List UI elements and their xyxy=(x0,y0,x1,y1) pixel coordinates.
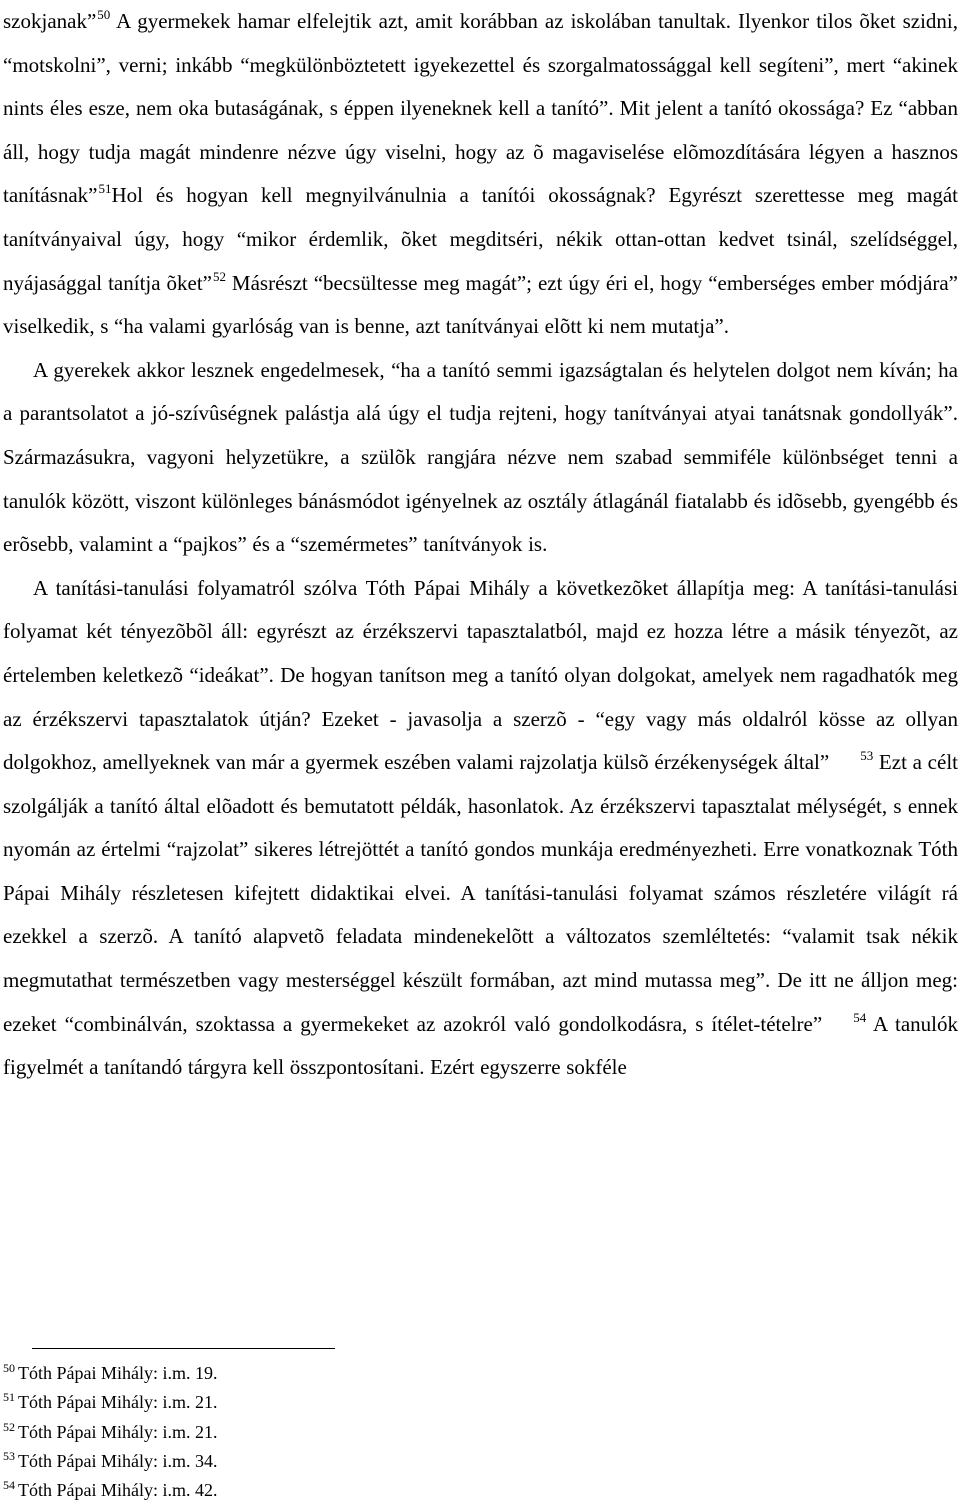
paragraph xyxy=(3,0,958,349)
paragraph-text: Hol és hogyan kell megnyilvánulnia a tanítói okosságnak? Egyrészt szerettesse meg magát tanítványaival úgy, hogy “mikor érdemlik, õket megditséri, nékik ottan-ottan kedvet tsinál, szelídséggel, nyájasággal tanítja õket” xyxy=(3,183,958,295)
footnote-text: Tóth Pápai Mihály: i.m. 21. xyxy=(18,1421,218,1442)
paragraph-text: Ezt a célt szolgálják a tanító által elõadott és bemutatott példák, hasonlatok. Az érzékszervi tapasztalat mélységét, s ennek nyomán az értelmi “rajzolat” sikeres létrejöttét a tanító gondos munkája eredményezheti. Erre vonatkoznak Tóth Pápai Mihály részletesen kifejtett didaktikai elvei. A tanítási-tanulási folyamat számos részletére világít rá ezekkel a szerzõ. A tanító alapvetõ feladata mindenekelõtt a változatos szemléltetés: “valamit tsak nékik megmutathat természetben vagy mesterséggel készült formában, azt mind mutassa meg”. De itt ne álljon meg: ezeket “combinálván, szoktassa a gyermekeket az azokról való gondolkodásra, s ítélet-tételre” xyxy=(3,750,958,1036)
footnote xyxy=(3,1444,603,1473)
paragraph-text: A gyerekek akkor lesznek engedelmesek, “ha a tanító semmi igazságtalan és helytelen dolgot nem kíván; ha a parantsolatot a jó-szívûségnek palástja alá úgy el tudja rejteni, hogy tanítványai atyai tanátsnak gondollyák”. Származásukra, vagyoni helyzetükre, a szülõk rangjára nézve nem szabad semmiféle különbséget tenni a tanulók között, viszont különleges bánásmódot igényelnek az osztály átlagánál fiatalabb és idõsebb, gyengébb és erõsebb, valamint a “pajkos” és a “szemérmetes” tanítványok is. xyxy=(3,357,958,557)
body-text xyxy=(3,0,958,1090)
paragraph xyxy=(3,349,958,567)
footnotes xyxy=(3,1356,603,1502)
paragraph-text: Másrészt “becsültesse meg magát”; ezt úgy éri el, hogy “emberséges ember módjára” viselkedik, s “ha valami gyarlóság van is benne, azt tanítványai elõtt ki nem mutatja”. xyxy=(3,270,958,339)
footnote-number: 51 xyxy=(3,1390,15,1405)
footnote-reference: 54 xyxy=(853,1009,867,1025)
footnote xyxy=(3,1415,603,1444)
footnote-number: 54 xyxy=(3,1478,15,1493)
footnote-text: Tóth Pápai Mihály: i.m. 34. xyxy=(18,1450,218,1471)
footnote-text: Tóth Pápai Mihály: i.m. 21. xyxy=(18,1392,218,1413)
paragraph xyxy=(3,567,958,1090)
footnote-number: 53 xyxy=(3,1448,15,1463)
page-body xyxy=(3,0,958,1090)
footnote-number: 50 xyxy=(3,1361,15,1375)
footnote-reference: 50 xyxy=(97,7,111,22)
footnote xyxy=(3,1473,603,1502)
paragraph-text: A tanulók figyelmét a tanítandó tárgyra kell összpontosítani. Ezért egyszerre sokféle xyxy=(3,1011,958,1080)
footnote xyxy=(3,1385,603,1414)
footnote-reference: 52 xyxy=(212,268,226,284)
footnote-text: Tóth Pápai Mihály: i.m. 19. xyxy=(18,1363,218,1383)
footnote-separator xyxy=(32,1348,335,1349)
footnote-text: Tóth Pápai Mihály: i.m. 42. xyxy=(18,1480,218,1501)
footnote-number: 52 xyxy=(3,1419,15,1434)
footnote-reference: 53 xyxy=(860,748,874,764)
footnote-reference: 51 xyxy=(98,181,112,197)
paragraph-text: A tanítási-tanulási folyamatról szólva Tóth Pápai Mihály a következõket állapítja meg: A tanítási-tanulási folyamat két tényezõbõl áll: egyrészt az érzékszervi tapasztalatból, majd ez hozza létre a másik tényezõt, az értelemben keletkezõ “ideákat”. De hogyan tanítson meg a tanító olyan dolgokat, amelyek nem ragadhatók meg az érzékszervi tapasztalatok útján? Ezeket - javasolja a szerzõ - “egy vagy más oldalról kösse az ollyan dolgokhoz, amellyeknek van már a gyermek eszében valami rajzolatja külsõ érzékenységek által” xyxy=(3,575,958,775)
paragraph-text: szokjanak” xyxy=(3,9,97,33)
footnote xyxy=(3,1356,603,1385)
paragraph-text: A gyermekek hamar elfelejtik azt, amit korábban az iskolában tanultak. Ilyenkor tilos õket szidni, “motskolni”, verni; inkább “megkülönböztetett igyekezettel és szorgalmatossággal kell segíteni”, mert “akinek nints éles esze, nem oka butaságának, s éppen ilyeneknek kell a tanító”. Mit jelent a tanító okossága? Ez “abban áll, hogy tudja magát mindenre nézve úgy viselni, hogy az õ magaviselése elõmozdítására légyen a hasznos tanításnak” xyxy=(3,9,958,208)
